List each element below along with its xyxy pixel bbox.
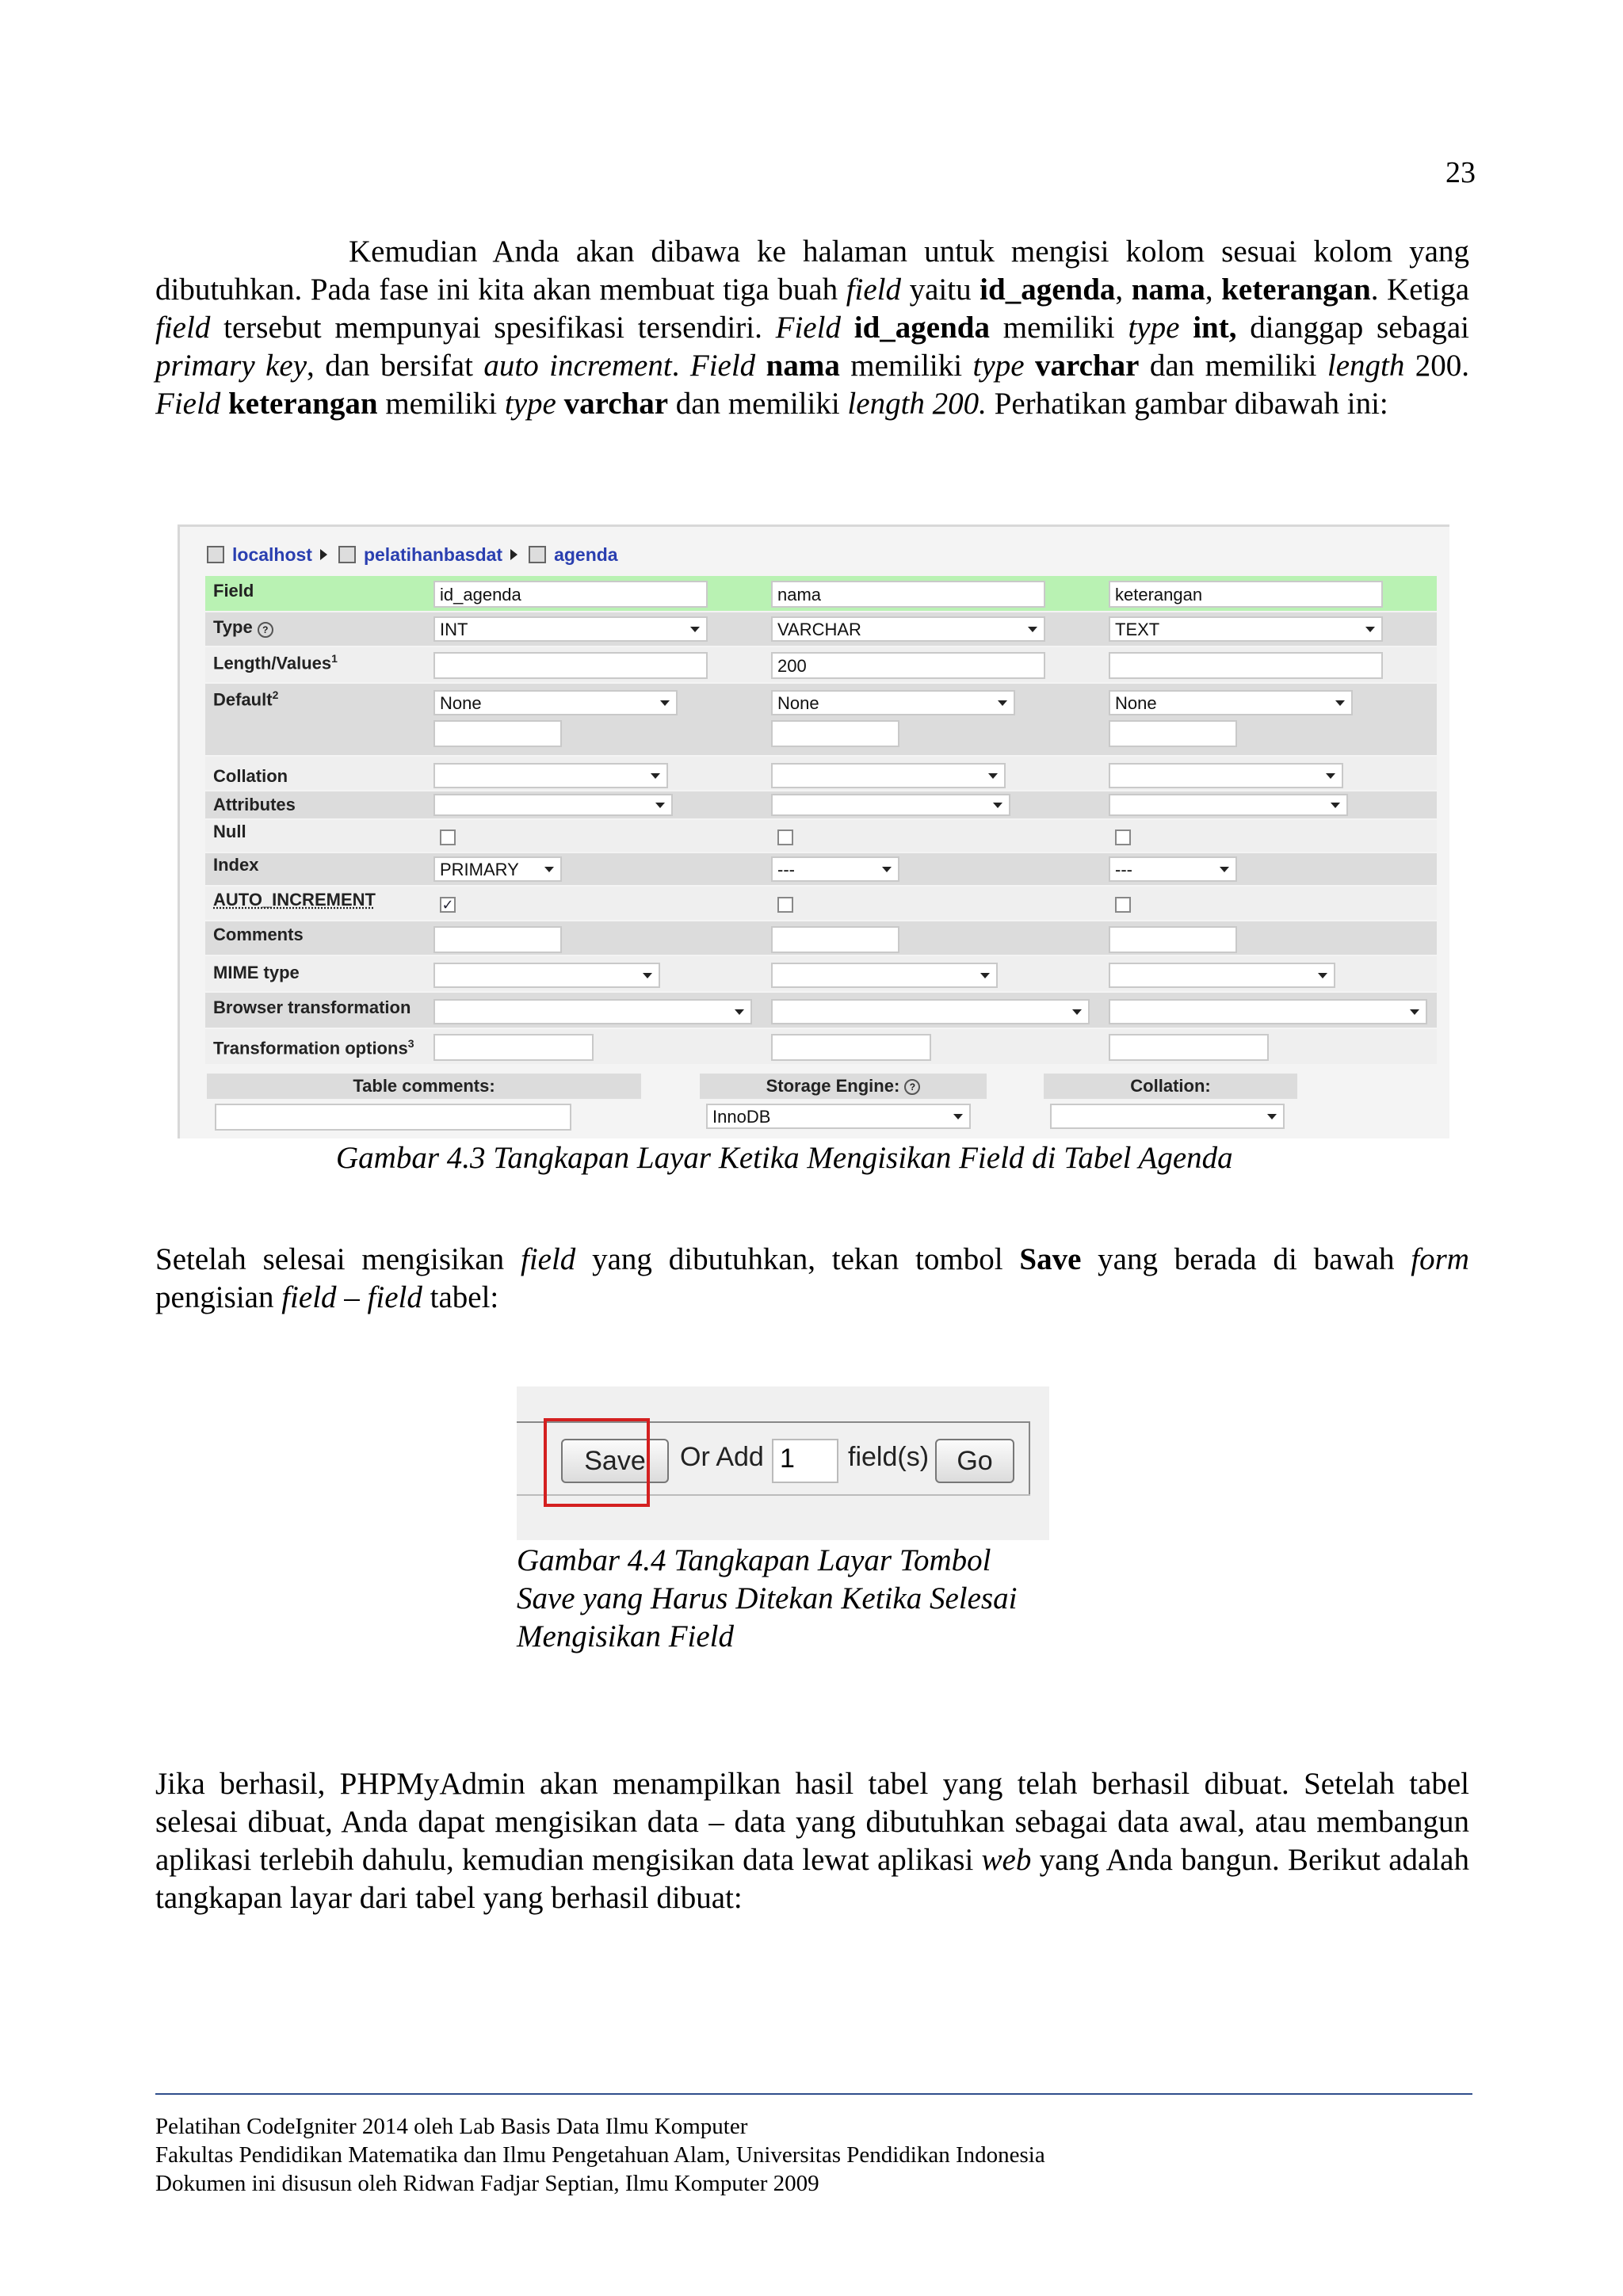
footer-line-1: Pelatihan CodeIgniter 2014 oleh Lab Basis Data Ilmu Komputer — [155, 2114, 748, 2139]
row-attributes — [205, 791, 1437, 818]
chevron-down-icon — [882, 867, 892, 872]
null-checkbox-1[interactable] — [440, 830, 456, 845]
label-browser-transformation: Browser transformation — [213, 997, 411, 1017]
row-auto-increment — [205, 887, 1437, 920]
attributes-select-2[interactable] — [771, 794, 1010, 816]
table-icon — [529, 546, 546, 563]
field-name-input-2[interactable]: nama — [771, 581, 1045, 608]
label-transformation-options: Transformation options$^3$ — [213, 1037, 414, 1058]
figure-caption-4-3: Gambar 4.3 Tangkapan Layar Ketika Mengisikan Field di Tabel Agenda — [336, 1141, 1233, 1175]
chevron-down-icon — [1318, 973, 1327, 978]
footer-rule — [155, 2093, 1472, 2095]
default-value-input-3[interactable] — [1109, 720, 1237, 747]
server-icon — [207, 546, 224, 563]
chevron-down-icon — [1220, 867, 1229, 872]
attributes-select-3[interactable] — [1109, 794, 1348, 816]
chevron-down-icon — [988, 773, 998, 779]
auto-increment-checkbox-1[interactable]: ✓ — [440, 897, 456, 913]
breadcrumb-localhost[interactable]: localhost — [232, 543, 312, 565]
breadcrumb-database[interactable]: pelatihanbasdat — [363, 543, 503, 565]
auto-increment-checkbox-2[interactable] — [777, 897, 793, 913]
chevron-down-icon — [1326, 773, 1335, 779]
default-select-1[interactable]: None — [433, 690, 678, 715]
label-default: Default$^2$ — [213, 688, 279, 710]
arrow-right-icon — [510, 549, 517, 560]
label-comments: Comments — [213, 925, 304, 944]
mime-select-1[interactable] — [433, 963, 660, 988]
storage-engine-select[interactable]: InnoDB — [706, 1104, 971, 1129]
default-value-input-2[interactable] — [771, 720, 899, 747]
comments-input-3[interactable] — [1109, 926, 1237, 953]
browser-select-2[interactable] — [771, 999, 1090, 1024]
row-type — [205, 612, 1437, 646]
row-index — [205, 853, 1437, 885]
save-button[interactable]: Save — [561, 1439, 669, 1483]
length-input-2[interactable]: 200 — [771, 652, 1045, 679]
length-input-1[interactable] — [433, 652, 708, 679]
default-select-2[interactable]: None — [771, 690, 1015, 715]
label-null: Null — [213, 822, 246, 841]
mime-select-3[interactable] — [1109, 963, 1335, 988]
phpmyadmin-screenshot — [178, 524, 1449, 1138]
default-select-3[interactable]: None — [1109, 690, 1353, 715]
chevron-down-icon — [1072, 1009, 1082, 1015]
chevron-down-icon — [544, 867, 554, 872]
go-button[interactable]: Go — [935, 1439, 1014, 1483]
transform-input-2[interactable] — [771, 1034, 931, 1061]
type-select-3[interactable]: TEXT — [1109, 616, 1383, 642]
row-browser-transformation — [205, 993, 1437, 1028]
database-icon — [338, 546, 356, 563]
table-collation-label: Collation: — [1044, 1074, 1297, 1099]
chevron-down-icon — [1410, 1009, 1419, 1015]
field-name-input-3[interactable]: keterangan — [1109, 581, 1383, 608]
default-value-input-1[interactable] — [433, 720, 562, 747]
label-attributes: Attributes — [213, 795, 296, 814]
fields-label: field(s) — [848, 1442, 930, 1472]
paragraph-result: Jika berhasil, PHPMyAdmin akan menampilkan hasil tabel yang telah berhasil dibuat. Setelah tabel selesai dibuat, Anda dapat mengisikan data – data yang dibutuhkan sebagai data awal, atau membangun aplikasi terlebih dahulu, kemudian mengisikan data lewat aplikasi web yang Anda bangun. Berikut adalah tangkapan layar dari tabel yang berhasil dibuat: — [155, 1767, 1469, 1915]
chevron-down-icon — [655, 803, 665, 808]
field-name-input-1[interactable]: id_agenda — [433, 581, 708, 608]
or-add-label: Or Add — [680, 1442, 764, 1472]
transform-input-1[interactable] — [433, 1034, 594, 1061]
chevron-down-icon — [1335, 700, 1345, 706]
row-comments — [205, 921, 1437, 955]
row-null — [205, 820, 1437, 852]
table-collation-select[interactable] — [1050, 1104, 1285, 1129]
chevron-down-icon — [998, 700, 1007, 706]
label-type: Type ? — [205, 612, 426, 646]
chevron-down-icon — [651, 773, 660, 779]
breadcrumb-table[interactable]: agenda — [554, 543, 618, 565]
row-field — [205, 576, 1437, 611]
chevron-down-icon — [1331, 803, 1340, 808]
chevron-down-icon — [1267, 1114, 1277, 1119]
label-collation: Collation — [213, 766, 288, 786]
figure-caption-4-4: Gambar 4.4 Tangkapan Layar Tombol Save yang Harus Ditekan Ketika Selesai Mengisikan Field — [517, 1543, 1018, 1653]
label-auto-increment: AUTO_INCREMENT — [213, 890, 376, 910]
paragraph-intro: Kemudian Anda akan dibawa ke halaman untuk mengisi kolom sesuai kolom yang dibutuhkan. Pada fase ini kita akan membuat tiga buah field yaitu id_agenda, nama, keterangan. Ketiga field tersebut mempunyai spesifikasi tersendiri. Field id_agenda memiliki type int, dianggap sebagai primary key, dan bersifat auto increment. Field nama memiliki type varchar dan memiliki length 200. Field keterangan memiliki type varchar dan memiliki length 200. Perhatikan gambar dibawah ini: — [155, 235, 1470, 421]
highlight-box — [544, 1418, 650, 1507]
index-select-2[interactable]: --- — [771, 856, 899, 882]
breadcrumb — [207, 541, 618, 568]
chevron-down-icon — [1028, 627, 1037, 632]
label-mime-type: MIME type — [213, 963, 300, 982]
storage-engine-label: Storage Engine: ? — [700, 1074, 987, 1099]
mime-select-2[interactable] — [771, 963, 998, 988]
length-input-3[interactable] — [1109, 652, 1383, 679]
label-length: Length/Values$^1$ — [213, 652, 338, 673]
type-select-1[interactable]: INT — [433, 616, 708, 642]
chevron-down-icon — [1365, 627, 1375, 632]
page-number: 23 — [1445, 156, 1476, 189]
chevron-down-icon — [980, 973, 990, 978]
collation-select-1[interactable] — [433, 763, 668, 788]
auto-increment-checkbox-3[interactable] — [1115, 897, 1131, 913]
collation-select-2[interactable] — [771, 763, 1006, 788]
chevron-down-icon — [953, 1114, 963, 1119]
chevron-down-icon — [735, 1009, 744, 1015]
attributes-select-1[interactable] — [433, 794, 673, 816]
arrow-right-icon — [320, 549, 327, 560]
browser-select-1[interactable] — [433, 999, 752, 1024]
comments-input-1[interactable] — [433, 926, 562, 953]
label-field: Field — [213, 581, 254, 601]
row-default — [205, 684, 1437, 755]
add-field-count-input[interactable]: 1 — [772, 1439, 838, 1483]
chevron-down-icon — [643, 973, 652, 978]
help-icon[interactable]: ? — [904, 1079, 920, 1095]
browser-select-3[interactable] — [1109, 999, 1427, 1024]
footer-line-3: Dokumen ini disusun oleh Ridwan Fadjar Septian, Ilmu Komputer 2009 — [155, 2171, 819, 2196]
type-select-2[interactable]: VARCHAR — [771, 616, 1045, 642]
null-checkbox-2[interactable] — [777, 830, 793, 845]
chevron-down-icon — [690, 627, 700, 632]
table-comments-input[interactable] — [215, 1104, 571, 1131]
transform-input-3[interactable] — [1109, 1034, 1269, 1061]
index-select-3[interactable]: --- — [1109, 856, 1237, 882]
row-mime-type — [205, 956, 1437, 991]
collation-select-3[interactable] — [1109, 763, 1343, 788]
chevron-down-icon — [660, 700, 670, 706]
comments-input-2[interactable] — [771, 926, 899, 953]
help-icon[interactable]: ? — [258, 622, 273, 638]
chevron-down-icon — [993, 803, 1002, 808]
paragraph-save: Setelah selesai mengisikan field yang dibutuhkan, tekan tombol Save yang berada di bawah form pengisian field – field tabel: — [155, 1242, 1469, 1314]
divider — [1029, 1421, 1030, 1496]
table-comments-label: Table comments: — [207, 1074, 641, 1099]
row-transformation-options — [205, 1029, 1437, 1064]
row-length — [205, 647, 1437, 682]
footer-line-2: Fakultas Pendidikan Matematika dan Ilmu Pengetahuan Alam, Universitas Pendidikan Indonesia — [155, 2142, 1045, 2168]
index-select-1[interactable]: PRIMARY — [433, 856, 562, 882]
save-bar-screenshot — [517, 1386, 1049, 1540]
null-checkbox-3[interactable] — [1115, 830, 1131, 845]
label-index: Index — [213, 855, 259, 875]
row-collation — [205, 757, 1437, 790]
